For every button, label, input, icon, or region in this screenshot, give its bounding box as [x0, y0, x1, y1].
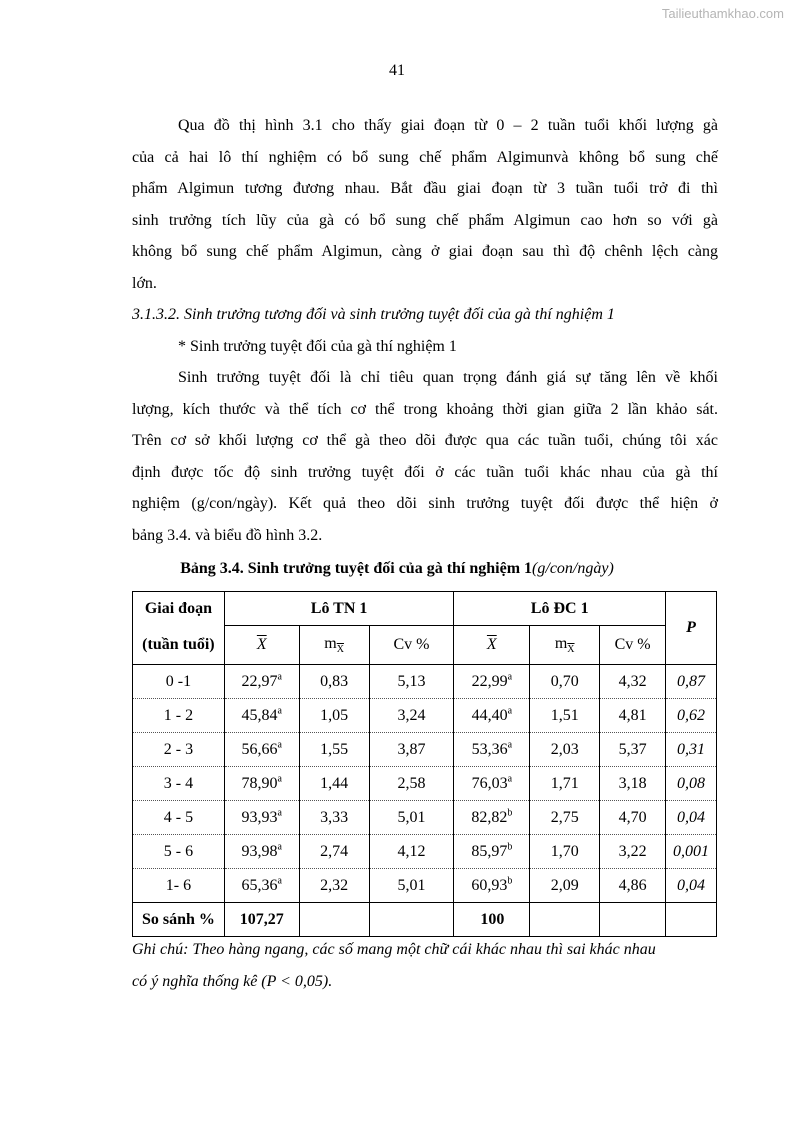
- mean-symbol: $\overline{X}$: [256, 636, 267, 653]
- text-line: định được tốc độ sinh trưởng tuyệt đối ở các tuần tuổi khác nhau của gà thí: [132, 463, 718, 481]
- tn-se-cell-value: 2,74: [320, 842, 349, 860]
- tn-cv-cell-value: 4,12: [397, 842, 426, 860]
- text-line: phẩm Algimun tương đương nhau. Bắt đầu giai đoạn từ 3 tuần tuổi trở đi thì: [132, 180, 718, 197]
- dc-se-cell: [530, 869, 600, 903]
- text-line: Trên cơ sở khối lượng cơ thể gà theo dõi được qua các tuần tuổi, chúng tôi xác: [132, 432, 718, 449]
- period-cell: [133, 699, 225, 733]
- header-se-dc: [530, 626, 600, 665]
- dc-se-cell-value: 0,70: [550, 672, 579, 690]
- dc-mean-cell: [454, 801, 530, 835]
- mean-symbol: $\overline{X}$: [486, 636, 497, 653]
- significance-letter: a: [507, 671, 513, 683]
- significance-letter: a: [277, 841, 282, 853]
- empty-cell: [666, 903, 717, 937]
- tn-mean-cell: [224, 869, 299, 903]
- tn-cv-cell: [369, 665, 454, 699]
- dc-se-cell: [530, 665, 600, 699]
- tn-se-cell-value: 3,33: [320, 808, 349, 826]
- p-value-cell-value: 0,08: [677, 774, 705, 792]
- caption-unit: (g/con/ngày): [532, 560, 614, 577]
- tn-mean-cell-value: 45,84: [241, 706, 278, 724]
- dc-mean-cell-value: 85,97: [471, 842, 508, 860]
- tn-cv-cell: [369, 801, 454, 835]
- text-line: sinh trưởng tích lũy của gà có bổ sung chế phẩm Algimun cao hơn so với gà: [132, 211, 718, 229]
- dc-se-cell: [530, 835, 600, 869]
- p-value-cell-value: 0,31: [677, 740, 705, 758]
- tn-cv-cell-value: 3,87: [397, 740, 426, 758]
- p-value-cell: [666, 869, 717, 903]
- tn-mean-cell-value: 93,98: [241, 842, 278, 860]
- table-row: [133, 869, 717, 903]
- tn-cv-cell-value: 5,01: [397, 876, 426, 894]
- tn-se-cell-value: 1,44: [320, 774, 349, 792]
- se-symbol: m: [324, 634, 337, 652]
- tn-mean-cell-value: 65,36: [241, 876, 278, 894]
- dc-mean-cell-value: 53,36: [471, 740, 508, 758]
- se-subscript: X: [567, 644, 575, 656]
- table-note: [132, 934, 722, 998]
- empty-cell: [369, 903, 454, 937]
- table-row: [133, 767, 717, 801]
- header-group-tn1: Lô TN 1: [224, 592, 454, 626]
- p-value-cell-value: 0,04: [677, 876, 705, 894]
- tn-mean-cell-value: 56,66: [241, 740, 278, 758]
- table-row: [133, 665, 717, 699]
- tn-cv-cell: [369, 767, 454, 801]
- dc-se-cell-value: 1,51: [550, 706, 579, 724]
- header-mean-dc: [454, 626, 530, 665]
- dc-se-cell: [530, 801, 600, 835]
- dc-cv-cell: [600, 699, 666, 733]
- empty-cell: [530, 903, 600, 937]
- tn-se-cell: [299, 665, 369, 699]
- dc-cv-cell-value: 4,81: [618, 706, 647, 724]
- period-cell-value: 2 - 3: [163, 740, 194, 758]
- tn-mean-cell: [224, 801, 299, 835]
- compare-label: So sánh %: [133, 903, 225, 937]
- period-cell-value: 0 -1: [165, 672, 192, 690]
- tn-se-cell: [299, 733, 369, 767]
- tn-mean-cell: [224, 665, 299, 699]
- text-line: nghiệm (g/con/ngày). Kết quả theo dõi sinh trưởng tuyệt đối được thể hiện ở: [132, 495, 718, 512]
- significance-letter: a: [277, 875, 282, 887]
- dc-cv-cell: [600, 733, 666, 767]
- text-line: Sinh trưởng tuyệt đối là chỉ tiêu quan trọng đánh giá sự tăng lên về khối: [178, 369, 718, 386]
- p-value-cell-value: 0,87: [677, 672, 705, 690]
- dc-cv-cell: [600, 801, 666, 835]
- tn-se-cell-value: 1,55: [320, 740, 349, 758]
- se-subscript: X: [336, 644, 344, 656]
- tn-se-cell: [299, 699, 369, 733]
- note-line: Ghi chú: Theo hàng ngang, các số mang một chữ cái khác nhau thì sai khác nhau: [132, 941, 656, 958]
- p-value-cell-value: 0,04: [677, 808, 705, 826]
- growth-table: [132, 591, 717, 937]
- p-value-cell: [666, 699, 717, 733]
- dc-cv-cell-value: 4,86: [618, 876, 647, 894]
- tn-se-cell: [299, 801, 369, 835]
- tn-mean-cell: [224, 835, 299, 869]
- dc-mean-cell: [454, 835, 530, 869]
- tn-cv-cell-value: 5,01: [397, 808, 426, 826]
- dc-cv-cell-value: 4,70: [618, 808, 647, 826]
- dc-mean-cell: [454, 699, 530, 733]
- empty-cell: [299, 903, 369, 937]
- significance-letter: a: [507, 739, 513, 751]
- dc-cv-cell: [600, 767, 666, 801]
- table-row: [133, 733, 717, 767]
- header-period-line2: (tuần tuổi): [133, 626, 225, 665]
- dc-mean-cell: [454, 869, 530, 903]
- header-se-tn: [299, 626, 369, 665]
- p-value-cell: [666, 801, 717, 835]
- dc-mean-cell: [454, 767, 530, 801]
- header-p-value: P: [666, 592, 717, 665]
- p-value-cell: [666, 665, 717, 699]
- header-cv-tn: Cv %: [369, 626, 454, 665]
- dc-cv-cell-value: 4,32: [618, 672, 647, 690]
- significance-letter: a: [277, 671, 282, 683]
- watermark: Tailieuthamkhao.com: [661, 6, 784, 21]
- dc-cv-cell: [600, 835, 666, 869]
- dc-mean-cell: [454, 733, 530, 767]
- tn-cv-cell-value: 5,13: [397, 672, 426, 690]
- tn-se-cell: [299, 869, 369, 903]
- tn-mean-cell-value: 93,93: [241, 808, 278, 826]
- period-cell: [133, 869, 225, 903]
- dc-mean-cell-value: 60,93: [471, 876, 508, 894]
- dc-mean-cell: [454, 665, 530, 699]
- text-line: bảng 3.4. và biểu đồ hình 3.2.: [132, 526, 323, 544]
- dc-cv-cell-value: 3,18: [618, 774, 647, 792]
- note-line: có ý nghĩa thống kê (P < 0,05).: [132, 973, 333, 990]
- text-line: Qua đồ thị hình 3.1 cho thấy giai đoạn từ 0 – 2 tuần tuổi khối lượng gà: [178, 117, 718, 134]
- table-row: [133, 835, 717, 869]
- significance-letter: b: [507, 807, 513, 819]
- caption-title: Bảng 3.4. Sinh trưởng tuyệt đối của gà thí nghiệm 1: [180, 560, 533, 577]
- significance-letter: a: [507, 705, 513, 717]
- text-line: không bổ sung chế phẩm Algimun, càng ở giai đoạn sau thì độ chênh lệch càng: [132, 243, 718, 260]
- tn-mean-cell: [224, 767, 299, 801]
- dc-cv-cell: [600, 869, 666, 903]
- text-line: của cả hai lô thí nghiệm có bổ sung chế phẩm Algimunvà không bổ sung chế: [132, 148, 718, 166]
- table-row: [133, 801, 717, 835]
- tn-cv-cell: [369, 835, 454, 869]
- dc-se-cell-value: 1,70: [550, 842, 579, 860]
- tn-mean-cell: [224, 699, 299, 733]
- tn-cv-cell: [369, 869, 454, 903]
- tn-cv-cell: [369, 699, 454, 733]
- period-cell: [133, 733, 225, 767]
- dc-mean-cell-value: 22,99: [471, 672, 508, 690]
- dc-se-cell-value: 2,03: [550, 740, 579, 758]
- tn-se-cell-value: 1,05: [320, 706, 349, 724]
- dc-mean-cell-value: 44,40: [471, 706, 508, 724]
- section-heading: 3.1.3.2. Sinh trưởng tương đối và sinh trưởng tuyệt đối của gà thí nghiệm 1: [132, 306, 615, 323]
- dc-cv-cell-value: 3,22: [618, 842, 647, 860]
- page-number: 41: [389, 62, 405, 79]
- period-cell-value: 3 - 4: [163, 774, 194, 792]
- p-value-cell-value: 0,62: [677, 706, 705, 724]
- header-period-line1: Giai đoạn: [133, 592, 225, 626]
- dc-cv-cell: [600, 665, 666, 699]
- dc-mean-cell-value: 82,82: [471, 808, 508, 826]
- sub-heading: * Sinh trưởng tuyệt đối của gà thí nghiệm 1: [178, 337, 457, 355]
- table-row: [133, 699, 717, 733]
- significance-letter: b: [507, 875, 513, 887]
- dc-cv-cell-value: 5,37: [618, 740, 647, 758]
- period-cell-value: 1- 6: [165, 876, 192, 894]
- dc-se-cell-value: 1,71: [550, 774, 579, 792]
- significance-letter: b: [507, 841, 513, 853]
- period-cell-value: 4 - 5: [163, 808, 194, 826]
- tn-cv-cell-value: 2,58: [397, 774, 426, 792]
- tn-se-cell-value: 2,32: [320, 876, 349, 894]
- significance-letter: a: [507, 773, 513, 785]
- tn-se-cell: [299, 835, 369, 869]
- tn-cv-cell-value: 3,24: [397, 706, 426, 724]
- tn-mean-cell: [224, 733, 299, 767]
- dc-se-cell: [530, 767, 600, 801]
- period-cell-value: 1 - 2: [163, 706, 194, 724]
- p-value-cell: [666, 733, 717, 767]
- header-mean-tn: [224, 626, 299, 665]
- p-value-cell: [666, 767, 717, 801]
- p-value-cell-value: 0,001: [673, 842, 709, 860]
- compare-dc: 100: [454, 903, 530, 937]
- dc-se-cell: [530, 699, 600, 733]
- text-line: lượng, kích thước và thể tích cơ thể trong khoảng thời gian giữa 2 lần khảo sát.: [132, 400, 718, 418]
- dc-mean-cell-value: 76,03: [471, 774, 508, 792]
- se-symbol: m: [554, 634, 568, 652]
- table-caption: [0, 560, 794, 578]
- compare-tn: 107,27: [224, 903, 299, 937]
- header-group-dc1: Lô ĐC 1: [454, 592, 666, 626]
- paragraph-intro: [132, 110, 718, 551]
- period-cell: [133, 665, 225, 699]
- dc-se-cell: [530, 733, 600, 767]
- tn-cv-cell: [369, 733, 454, 767]
- tn-mean-cell-value: 22,97: [241, 672, 278, 690]
- dc-se-cell-value: 2,09: [550, 876, 579, 894]
- empty-cell: [600, 903, 666, 937]
- significance-letter: a: [277, 807, 282, 819]
- tn-mean-cell-value: 78,90: [241, 774, 278, 792]
- header-cv-dc: Cv %: [600, 626, 666, 665]
- significance-letter: a: [277, 739, 282, 751]
- dc-se-cell-value: 2,75: [550, 808, 579, 826]
- significance-letter: a: [277, 773, 282, 785]
- tn-se-cell-value: 0,83: [320, 672, 349, 690]
- period-cell-value: 5 - 6: [163, 842, 194, 860]
- significance-letter: a: [277, 705, 282, 717]
- p-value-cell: [666, 835, 717, 869]
- period-cell: [133, 767, 225, 801]
- period-cell: [133, 835, 225, 869]
- text-line: lớn.: [132, 274, 157, 292]
- period-cell: [133, 801, 225, 835]
- tn-se-cell: [299, 767, 369, 801]
